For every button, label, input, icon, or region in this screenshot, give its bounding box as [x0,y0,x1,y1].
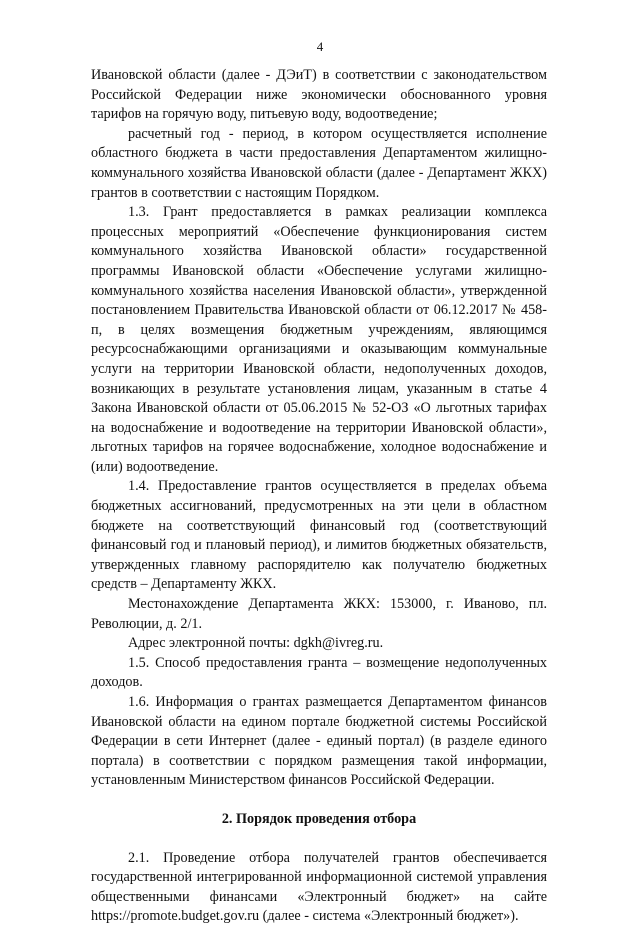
paragraph-settlement-year: расчетный год - период, в котором осуществляется исполнение областного бюджета в части предоставления Департаментом жилищно-коммунального хозяйства Ивановской области (далее - Департамент ЖКХ) грантов в соответствии с настоящим Порядком. [91,125,547,201]
page-number: 4 [316,39,324,54]
paragraph-1-3: 1.3. Грант предоставляется в рамках реализации комплекса процессных мероприятий «Обеспечение функционирования систем коммунального хозяйства Ивановской области» государственной программы Ивановской области «Обеспечение услугами жилищно-коммунального хозяйства населения Ивановской области», утвержденной постановлением Правительства Ивановской области от 06.12.2017 № 458-п, в целях возмещения бюджетным учреждениям, являющимся ресурсоснабжающими организациями и оказывающим коммунальные услуги на территории Ивановской области, недополученных доходов, возникающих в результате установления лицам, указанным в статье 4 Закона Ивановской области от 05.06.2015 № 52-ОЗ «О льготных тарифах на водоснабжение и водоотведение на территории Ивановской области», льготных тарифов на горячее водоснабжение, холодное водоснабжение и (или) водоотведение. [91,204,547,475]
paragraph-location: Местонахождение Департамента ЖКХ: 153000, г. Иваново, пл. Революции, д. 2/1. [91,596,547,632]
paragraph-1-6: 1.6. Информация о грантах размещается Департаментом финансов Ивановской области на едином портале бюджетной системы Российской Федерации в сети Интернет (далее - единый портал) (в разделе единого портала) в соответствии с порядком размещения такой информации, установленным Министерством финансов Российской Федерации. [91,694,547,789]
paragraph-email: Адрес электронной почты: dgkh@ivreg.ru. [128,635,384,652]
paragraph-1-4: 1.4. Предоставление грантов осуществляется в пределах объема бюджетных ассигнований, предусмотренных на эти цели в областном бюджете на соответствующий финансовый год (соответствующий финансовый год и плановый период), и лимитов бюджетных обязательств, утвержденных главному распорядителю как получателю бюджетных средств – Департаменту ЖКХ. [91,478,547,593]
document-body [91,66,547,927]
paragraph-2-1: 2.1. Проведение отбора получателей грантов обеспечивается государственной интегрированной информационной системой управления общественными финансами «Электронный бюджет» на сайте https://promote.budget.gov.ru (далее - система «Электронный бюджет»). [91,849,547,925]
section-heading: 2. Порядок проведения отбора [221,810,417,827]
paragraph-1-5: 1.5. Способ предоставления гранта – возмещение недополученных доходов. [91,654,547,691]
paragraph-continuation: Ивановской области (далее - ДЭиТ) в соответствии с законодательством Российской Федерации ниже экономически обоснованного уровня тарифов на горячую воду, питьевую воду, водоотведение; [91,67,547,123]
